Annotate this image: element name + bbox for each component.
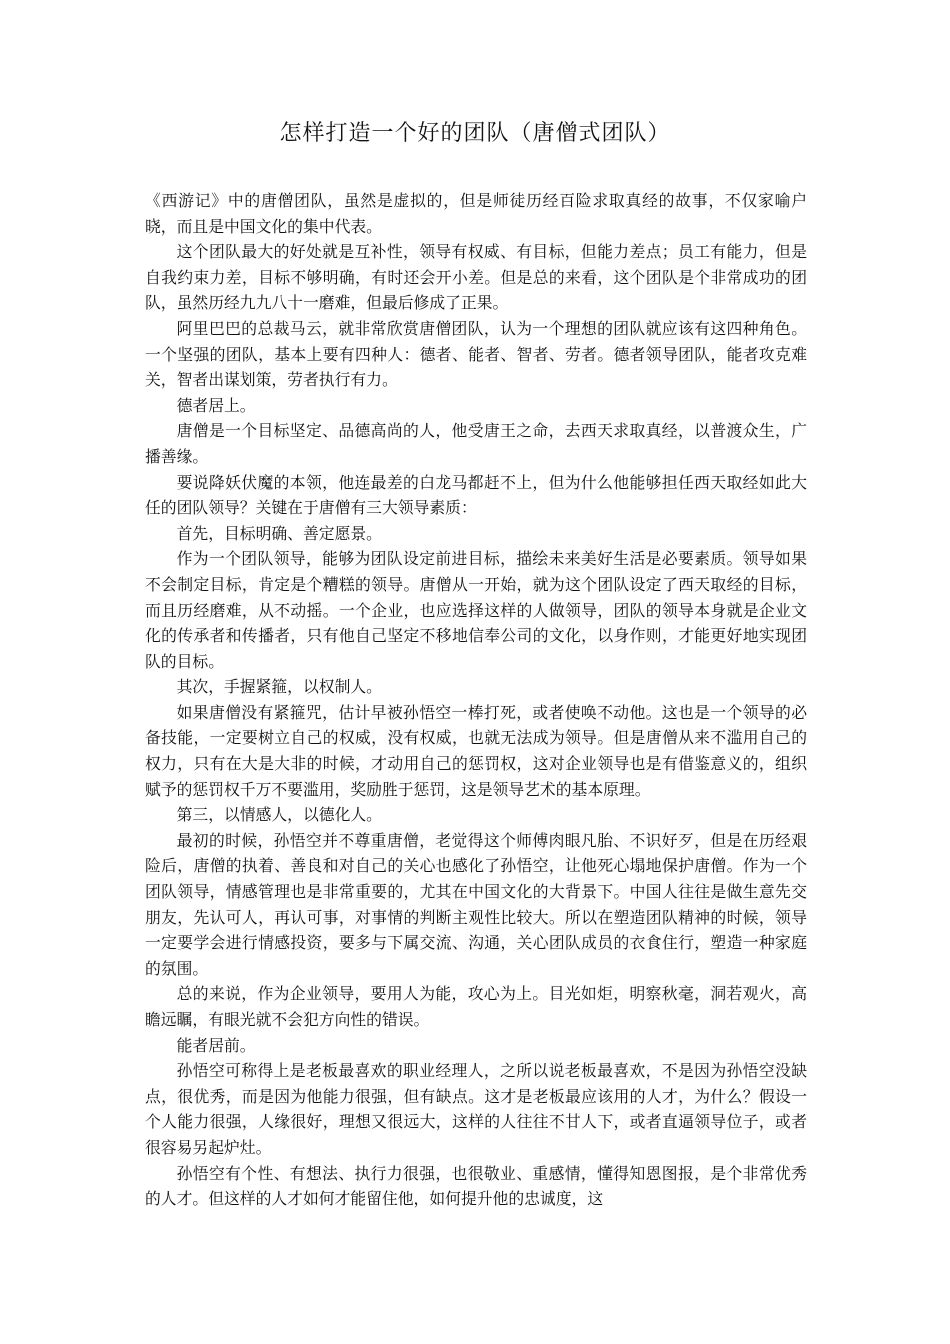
paragraph: 《西游记》中的唐僧团队，虽然是虚拟的，但是师徒历经百险求取真经的故事，不仅家喻户晓，而且是中国文化的集中代表。 <box>145 191 807 236</box>
paragraph: 唐僧是一个目标坚定、品德高尚的人，他受唐王之命，去西天求取真经，以普渡众生，广播善缘。 <box>145 421 807 466</box>
paragraph: 最初的时候，孙悟空并不尊重唐僧，老觉得这个师傅肉眼凡胎、不识好歹，但是在历经艰险后，唐僧的执着、善良和对自己的关心也感化了孙悟空，让他死心塌地保护唐僧。作为一个团队领导，情感管理也是非常重要的，尤其在中国文化的大背景下。中国人往往是做生意先交朋友，先认可人，再认可事，对事情的判断主观性比较大。所以在塑造团队精神的时候，领导一定要学会进行情感投资，要多与下属交流、沟通，关心团队成员的衣食住行，塑造一种家庭的氛围。 <box>145 830 807 978</box>
point-heading-second: 其次，手握紧箍，以权制人。 <box>176 677 382 697</box>
section-heading-virtue: 德者居上。 <box>176 395 256 415</box>
document-title: 怎样打造一个好的团队（唐僧式团队） <box>279 121 671 146</box>
paragraph: 孙悟空有个性、有想法、执行力很强，也很敬业、重感情，懂得知恩图报，是个非常优秀的人才。但这样的人才如何才能留住他，如何提升他的忠诚度，这 <box>145 1163 807 1209</box>
section-heading-ability: 能者居前。 <box>176 1035 256 1055</box>
paragraph: 作为一个团队领导，能够为团队设定前进目标，描绘未来美好生活是必要素质。领导如果不会制定目标，肯定是个糟糕的领导。唐僧从一开始，就为这个团队设定了西天取经的目标，而且历经磨难，从不动摇。一个企业，也应选择这样的人做领导，团队的领导本身就是企业文化的传承者和传播者，只有他自己坚定不移地信奉公司的文化，以身作则，才能更好地实现团队的目标。 <box>145 549 807 671</box>
point-heading-first: 首先，目标明确、善定愿景。 <box>176 523 382 543</box>
paragraph: 阿里巴巴的总裁马云，就非常欣赏唐僧团队，认为一个理想的团队就应该有这四种角色。一个坚强的团队，基本上要有四种人：德者、能者、智者、劳者。德者领导团队，能者攻克难关，智者出谋划策，劳者执行有力。 <box>145 318 807 390</box>
paragraph: 总的来说，作为企业领导，要用人为能，攻心为上。目光如炬，明察秋毫，洞若观火，高瞻远瞩，有眼光就不会犯方向性的错误。 <box>145 984 807 1029</box>
paragraph: 要说降妖伏魔的本领，他连最差的白龙马都赶不上，但为什么他能够担任西天取经如此大任的团队领导？关键在于唐僧有三大领导素质： <box>145 472 807 518</box>
point-heading-third: 第三，以情感人，以德化人。 <box>176 805 382 825</box>
document-body <box>145 188 807 1212</box>
paragraph: 如果唐僧没有紧箍咒，估计早被孙悟空一棒打死，或者使唤不动他。这也是一个领导的必备技能，一定要树立自己的权威，没有权威，也就无法成为领导。但是唐僧从来不滥用自己的权力，只有在大是大非的时候，才动用自己的惩罚权，这对企业领导也是有借鉴意义的，组织赋予的惩罚权千万不要滥用，奖励胜于惩罚，这是领导艺术的基本原理。 <box>145 702 807 799</box>
paragraph: 这个团队最大的好处就是互补性，领导有权威、有目标，但能力差点；员工有能力，但是自我约束力差，目标不够明确，有时还会开小差。但是总的来看，这个团队是个非常成功的团队，虽然历经九九八十一磨难，但最后修成了正果。 <box>145 242 807 313</box>
paragraph: 孙悟空可称得上是老板最喜欢的职业经理人，之所以说老板最喜欢，不是因为孙悟空没缺点，很优秀，而是因为他能力很强，但有缺点。这才是老板最应该用的人才，为什么？假设一个人能力很强，人缘很好，理想又很远大，这样的人往往不甘人下，或者直逼领导位子，或者很容易另起炉灶。 <box>145 1061 807 1157</box>
